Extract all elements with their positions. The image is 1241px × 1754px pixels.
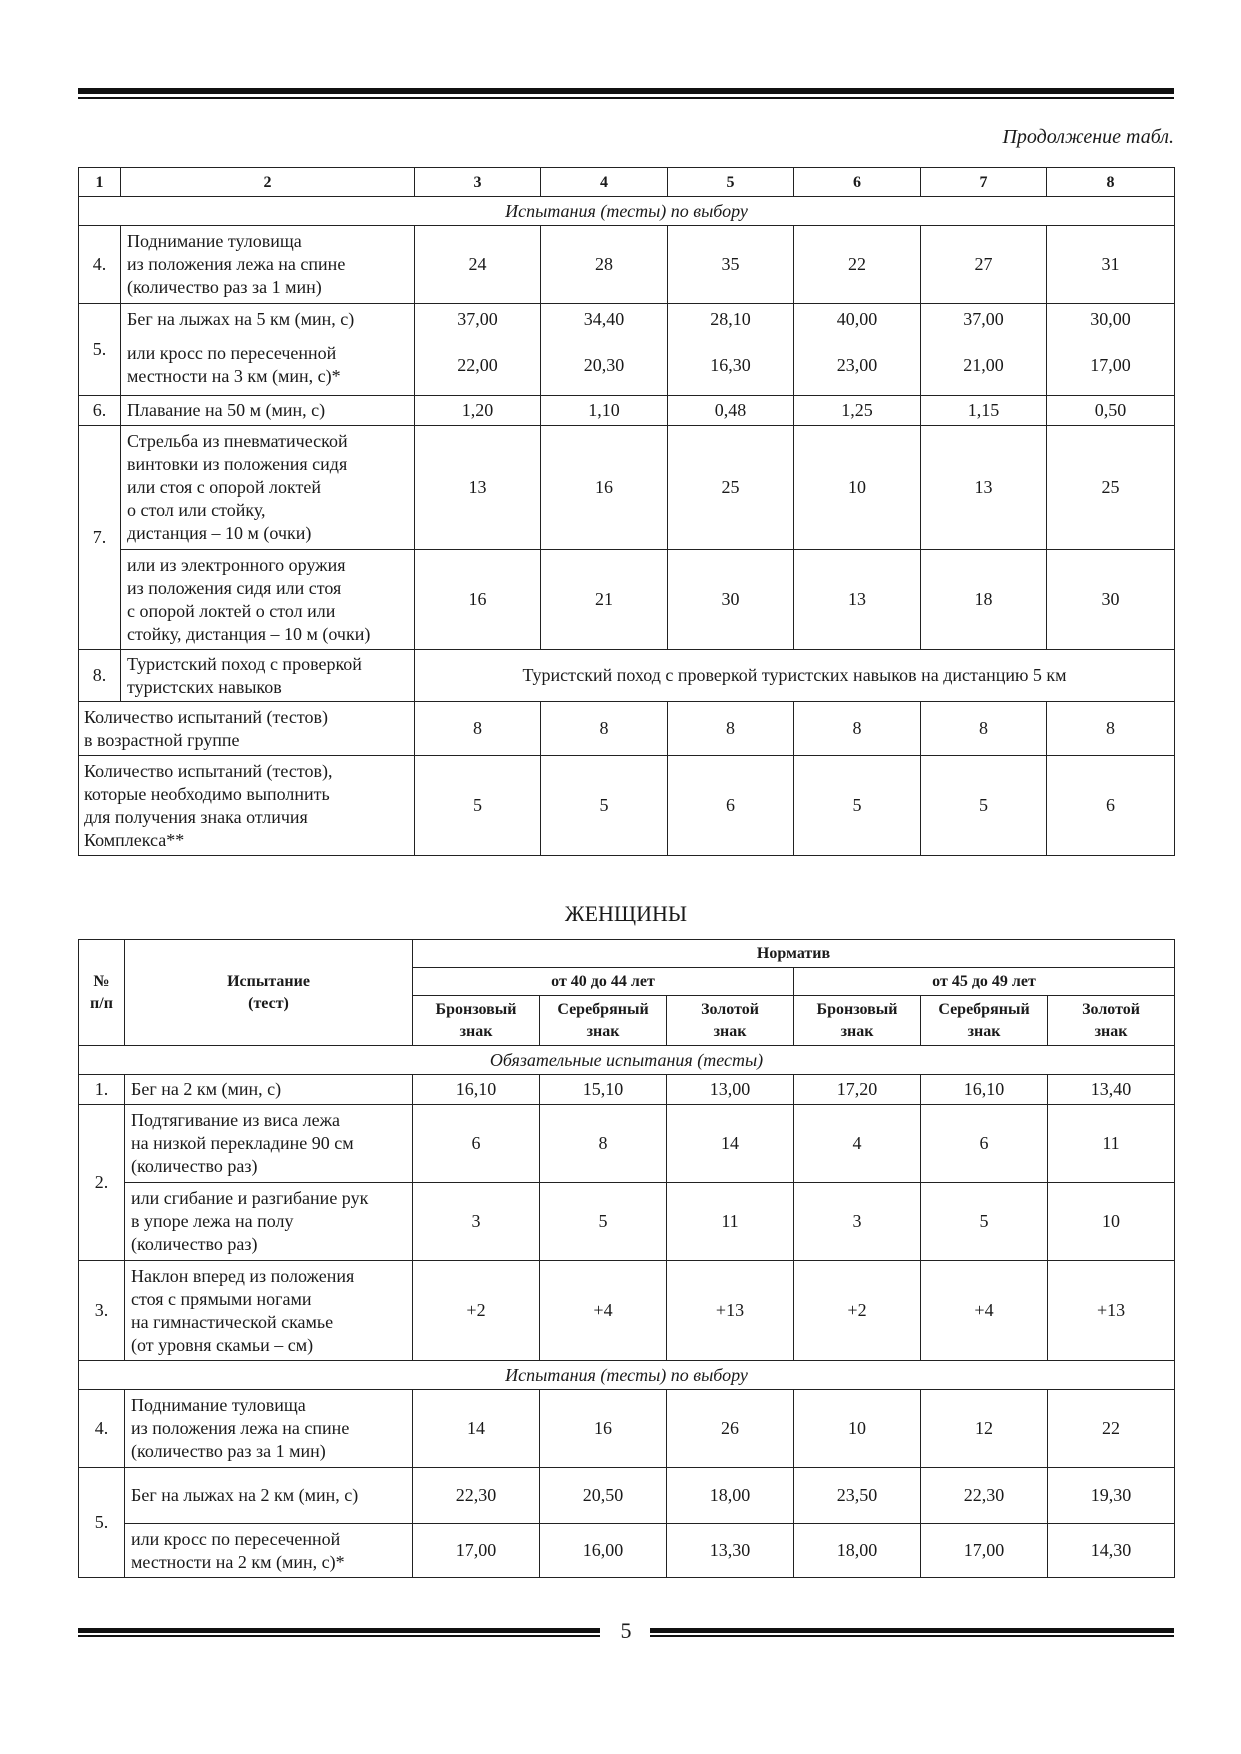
women-section-title: ЖЕНЩИНЫ xyxy=(564,901,688,926)
section-title: Испытания (тесты) по выбору xyxy=(79,197,1175,226)
norm-value: 18 xyxy=(921,550,1047,650)
norm-value: 22 xyxy=(794,226,921,304)
norm-value: 4 xyxy=(794,1105,921,1183)
count-value: 8 xyxy=(541,702,668,756)
norm-value: 19,30 xyxy=(1048,1468,1175,1524)
norm-value: 20,30 xyxy=(541,336,668,396)
norm-value: 16,10 xyxy=(921,1075,1048,1105)
norm-value: 14,30 xyxy=(1048,1524,1175,1578)
column-header-number: № п/п xyxy=(79,940,125,1046)
table-row xyxy=(79,426,1175,550)
age-group-header: от 40 до 44 лет xyxy=(413,968,794,996)
norm-value: 10 xyxy=(794,1390,921,1468)
column-header-norm: Норматив xyxy=(413,940,1175,968)
table-head-row-1 xyxy=(79,940,1175,968)
norm-value: 14 xyxy=(413,1390,540,1468)
norm-value: 15,10 xyxy=(540,1075,667,1105)
norm-value: 16 xyxy=(540,1390,667,1468)
count-required-row xyxy=(79,756,1175,856)
norm-value: 8 xyxy=(540,1105,667,1183)
row-number: 7. xyxy=(79,426,121,650)
norm-value: 21,00 xyxy=(921,336,1047,396)
table-row-alt xyxy=(79,336,1175,396)
badge-header: Бронзовый знак xyxy=(794,996,921,1046)
norm-value: 24 xyxy=(415,226,541,304)
norm-value: 5 xyxy=(921,1183,1048,1261)
row-number: 4. xyxy=(79,1390,125,1468)
norm-value: 13,30 xyxy=(667,1524,794,1578)
row-number: 3. xyxy=(79,1261,125,1361)
row-number: 5. xyxy=(79,1468,125,1578)
norm-value: 22,30 xyxy=(413,1468,540,1524)
norm-value: 5 xyxy=(540,1183,667,1261)
norm-value: 37,00 xyxy=(921,304,1047,336)
norm-value: 17,00 xyxy=(921,1524,1048,1578)
norm-value: 17,20 xyxy=(794,1075,921,1105)
test-name: Плавание на 50 м (мин, с) xyxy=(121,396,415,426)
norm-value: 1,15 xyxy=(921,396,1047,426)
table-row-alt xyxy=(79,1524,1175,1578)
norm-value: 0,50 xyxy=(1047,396,1175,426)
norm-value: 30,00 xyxy=(1047,304,1175,336)
section-title: Обязательные испытания (тесты) xyxy=(79,1046,1175,1075)
test-name: Туристский поход с проверкой туристских навыков xyxy=(121,650,415,702)
norm-value: 28 xyxy=(541,226,668,304)
count-value: 6 xyxy=(668,756,794,856)
norm-value: 20,50 xyxy=(540,1468,667,1524)
section-header-mandatory xyxy=(79,1046,1175,1075)
norm-value: 6 xyxy=(921,1105,1048,1183)
column-number: 5 xyxy=(668,168,794,197)
norm-value: 23,00 xyxy=(794,336,921,396)
table-row-alt xyxy=(79,550,1175,650)
norm-value: 10 xyxy=(1048,1183,1175,1261)
norm-value: 37,00 xyxy=(415,304,541,336)
norm-value: 25 xyxy=(668,426,794,550)
badge-header: Бронзовый знак xyxy=(413,996,540,1046)
test-name-alt: или сгибание и разгибание рук в упоре лежа на полу (количество раз) xyxy=(125,1183,413,1261)
norm-value: 1,25 xyxy=(794,396,921,426)
test-name: Бег на лыжах на 5 км (мин, с) xyxy=(121,304,415,336)
norm-value: 13 xyxy=(921,426,1047,550)
table-row xyxy=(79,1075,1175,1105)
section-header-optional xyxy=(79,197,1175,226)
norm-value: +4 xyxy=(921,1261,1048,1361)
norm-value: 17,00 xyxy=(1047,336,1175,396)
norm-value: 11 xyxy=(1048,1105,1175,1183)
norm-value: 22,00 xyxy=(415,336,541,396)
norm-value: 13,00 xyxy=(667,1075,794,1105)
age-group-header: от 45 до 49 лет xyxy=(794,968,1175,996)
column-number: 4 xyxy=(541,168,668,197)
row-number: 1. xyxy=(79,1075,125,1105)
norm-value: 23,50 xyxy=(794,1468,921,1524)
table-row xyxy=(79,396,1175,426)
column-number: 3 xyxy=(415,168,541,197)
table-row xyxy=(79,1468,1175,1524)
column-header-test: Испытание (тест) xyxy=(125,940,413,1046)
norm-value: +2 xyxy=(413,1261,540,1361)
norm-value: 22 xyxy=(1048,1390,1175,1468)
norm-value: 10 xyxy=(794,426,921,550)
table-row-alt xyxy=(79,1183,1175,1261)
row-number: 4. xyxy=(79,226,121,304)
continuation-note: Продолжение табл. xyxy=(1002,126,1174,148)
test-name-alt: или кросс по пересеченной местности на 2 км (мин, с)* xyxy=(125,1524,413,1578)
count-value: 5 xyxy=(921,756,1047,856)
norm-value: 3 xyxy=(794,1183,921,1261)
norm-value: 16,10 xyxy=(413,1075,540,1105)
test-name: Наклон вперед из положения стоя с прямыми ногами на гимнастической скамье (от уровня скамьи – см) xyxy=(125,1261,413,1361)
norm-value: 18,00 xyxy=(794,1524,921,1578)
count-value: 5 xyxy=(415,756,541,856)
count-value: 8 xyxy=(1047,702,1175,756)
women-norms-table xyxy=(78,939,1175,1578)
count-value: 8 xyxy=(921,702,1047,756)
count-value: 8 xyxy=(794,702,921,756)
row-number: 8. xyxy=(79,650,121,702)
column-number: 1 xyxy=(79,168,121,197)
norm-value: 27 xyxy=(921,226,1047,304)
norms-table-continued xyxy=(78,167,1175,856)
test-name-alt: или кросс по пересеченной местности на 3 км (мин, с)* xyxy=(121,336,415,396)
count-value: 6 xyxy=(1047,756,1175,856)
norm-value: 11 xyxy=(667,1183,794,1261)
norm-value: +2 xyxy=(794,1261,921,1361)
norm-value: 40,00 xyxy=(794,304,921,336)
norm-value: 35 xyxy=(668,226,794,304)
norm-value: 14 xyxy=(667,1105,794,1183)
norm-value: 30 xyxy=(1047,550,1175,650)
norm-value: 0,48 xyxy=(668,396,794,426)
test-name: Поднимание туловища из положения лежа на спине (количество раз за 1 мин) xyxy=(121,226,415,304)
norm-value: 13,40 xyxy=(1048,1075,1175,1105)
test-name: Стрельба из пневматической винтовки из положения сидя или стоя с опорой локтей о стол или стойку, дистанция – 10 м (очки) xyxy=(121,426,415,550)
table-row xyxy=(79,650,1175,702)
norm-value: 17,00 xyxy=(413,1524,540,1578)
row-number: 5. xyxy=(79,304,121,396)
column-number: 6 xyxy=(794,168,921,197)
column-number: 7 xyxy=(921,168,1047,197)
norm-value: 6 xyxy=(413,1105,540,1183)
test-name-alt: или из электронного оружия из положения сидя или стоя с опорой локтей о стол или стойку, дистанция – 10 м (очки) xyxy=(121,550,415,650)
count-value: 8 xyxy=(415,702,541,756)
top-rule xyxy=(78,88,1174,99)
norm-value: 13 xyxy=(415,426,541,550)
count-tests-row xyxy=(79,702,1175,756)
norm-value: 25 xyxy=(1047,426,1175,550)
norm-value: 34,40 xyxy=(541,304,668,336)
row-number: 2. xyxy=(79,1105,125,1261)
column-number-row xyxy=(79,168,1175,197)
norm-value: 21 xyxy=(541,550,668,650)
column-number: 8 xyxy=(1047,168,1175,197)
norm-value: 16,00 xyxy=(540,1524,667,1578)
norm-value: 28,10 xyxy=(668,304,794,336)
norm-value: 12 xyxy=(921,1390,1048,1468)
count-value: 5 xyxy=(794,756,921,856)
test-name: Поднимание туловища из положения лежа на спине (количество раз за 1 мин) xyxy=(125,1390,413,1468)
bottom-rule-right xyxy=(650,1628,1174,1636)
norm-value: 30 xyxy=(668,550,794,650)
norm-value: 1,20 xyxy=(415,396,541,426)
norm-value: 3 xyxy=(413,1183,540,1261)
table-row xyxy=(79,226,1175,304)
norm-value: 22,30 xyxy=(921,1468,1048,1524)
count-tests-label: Количество испытаний (тестов) в возрастной группе xyxy=(79,702,415,756)
norm-value: 1,10 xyxy=(541,396,668,426)
badge-header: Серебряный знак xyxy=(540,996,667,1046)
merged-value: Туристский поход с проверкой туристских навыков на дистанцию 5 км xyxy=(415,650,1175,702)
page-number: 5 xyxy=(620,1618,632,1643)
section-title: Испытания (тесты) по выбору xyxy=(79,1361,1175,1390)
table-row xyxy=(79,1105,1175,1183)
norm-value: 31 xyxy=(1047,226,1175,304)
test-name: Бег на 2 км (мин, с) xyxy=(125,1075,413,1105)
table-row xyxy=(79,304,1175,336)
norm-value: 16 xyxy=(415,550,541,650)
norm-value: +13 xyxy=(667,1261,794,1361)
badge-header: Золотой знак xyxy=(667,996,794,1046)
norm-value: 16 xyxy=(541,426,668,550)
norm-value: 16,30 xyxy=(668,336,794,396)
norm-value: +13 xyxy=(1048,1261,1175,1361)
table-row xyxy=(79,1261,1175,1361)
test-name: Подтягивание из виса лежа на низкой перекладине 90 см (количество раз) xyxy=(125,1105,413,1183)
norm-value: 18,00 xyxy=(667,1468,794,1524)
count-required-label: Количество испытаний (тестов), которые необходимо выполнить для получения знака отличия Комплекса** xyxy=(79,756,415,856)
column-number: 2 xyxy=(121,168,415,197)
row-number: 6. xyxy=(79,396,121,426)
norm-value: 13 xyxy=(794,550,921,650)
section-header-optional xyxy=(79,1361,1175,1390)
count-value: 5 xyxy=(541,756,668,856)
badge-header: Золотой знак xyxy=(1048,996,1175,1046)
norm-value: +4 xyxy=(540,1261,667,1361)
table-row xyxy=(79,1390,1175,1468)
test-name: Бег на лыжах на 2 км (мин, с) xyxy=(125,1468,413,1524)
count-value: 8 xyxy=(668,702,794,756)
badge-header: Серебряный знак xyxy=(921,996,1048,1046)
norm-value: 26 xyxy=(667,1390,794,1468)
